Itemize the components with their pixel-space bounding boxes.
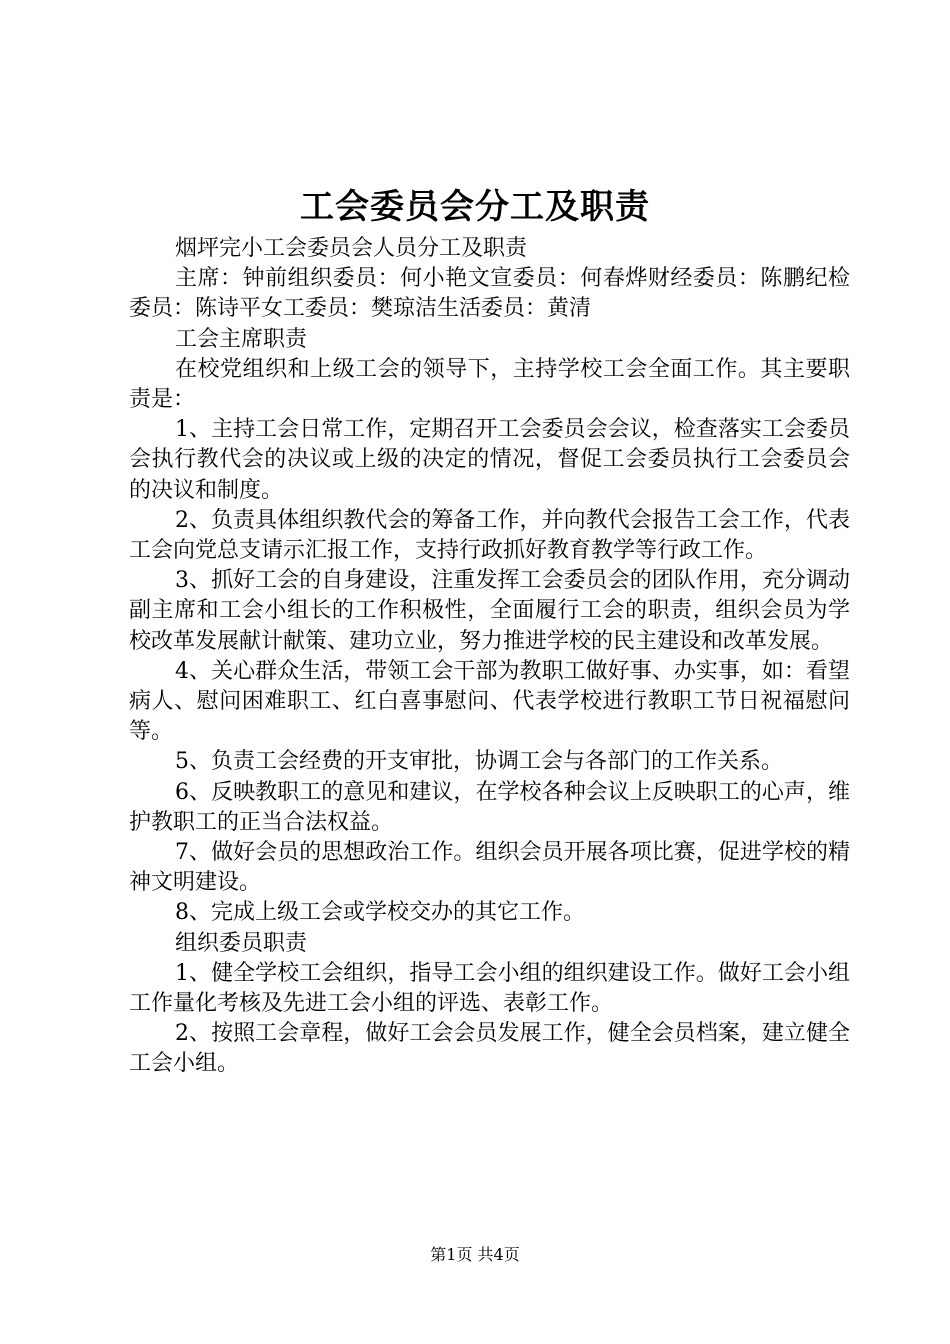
paragraph: 2、负责具体组织教代会的筹备工作，并向教代会报告工会工作，代表工会向党总支请示汇报工作，支持行政抓好教育教学等行政工作。	[129, 507, 850, 564]
document-body	[129, 234, 850, 1080]
paragraph: 7、做好会员的思想政治工作。组织会员开展各项比赛，促进学校的精神文明建设。	[129, 840, 850, 896]
page-footer: 第1页 共4页	[430, 1245, 520, 1264]
paragraph: 1、健全学校工会组织，指导工会小组的组织建设工作。做好工会小组工作量化考核及先进工会小组的评选、表彰工作。	[129, 960, 850, 1017]
paragraph: 5、负责工会经费的开支审批，协调工会与各部门的工作关系。	[175, 749, 783, 775]
paragraph: 组织委员职责	[175, 930, 308, 956]
paragraph: 2、按照工会章程，做好工会会员发展工作，健全会员档案，建立健全工会小组。	[129, 1021, 850, 1077]
document-title: 工会委员会分工及职责	[300, 187, 650, 227]
paragraph: 6、反映教职工的意见和建议，在学校各种会议上反映职工的心声，维护教职工的正当合法权益。	[129, 779, 850, 835]
paragraph: 在校党组织和上级工会的领导下，主持学校工会全面工作。其主要职责是：	[129, 356, 850, 413]
paragraph: 工会主席职责	[175, 326, 308, 352]
paragraph: 主席：钟前组织委员：何小艳文宣委员：何春烨财经委员：陈鹏纪检委员：陈诗平女工委员：樊琼洁生活委员：黄清	[129, 266, 850, 322]
paragraph: 3、抓好工会的自身建设，注重发挥工会委员会的团队作用，充分调动副主席和工会小组长的工作积极性，全面履行工会的职责，组织会员为学校改革发展献计献策、建功立业，努力推进学校的民主建设和改革发展。	[129, 568, 850, 654]
paragraph: 8、完成上级工会或学校交办的其它工作。	[175, 900, 585, 926]
paragraph: 烟坪完小工会委员会人员分工及职责	[175, 236, 528, 261]
paragraph: 1、主持工会日常工作，定期召开工会委员会会议，检查落实工会委员会执行教代会的决议或上级的决定的情况，督促工会委员执行工会委员会的决议和制度。	[129, 417, 850, 503]
paragraph: 4、关心群众生活，带领工会干部为教职工做好事、办实事，如：看望病人、慰问困难职工、红白喜事慰问、代表学校进行教职工节日祝福慰问等。	[129, 658, 850, 745]
